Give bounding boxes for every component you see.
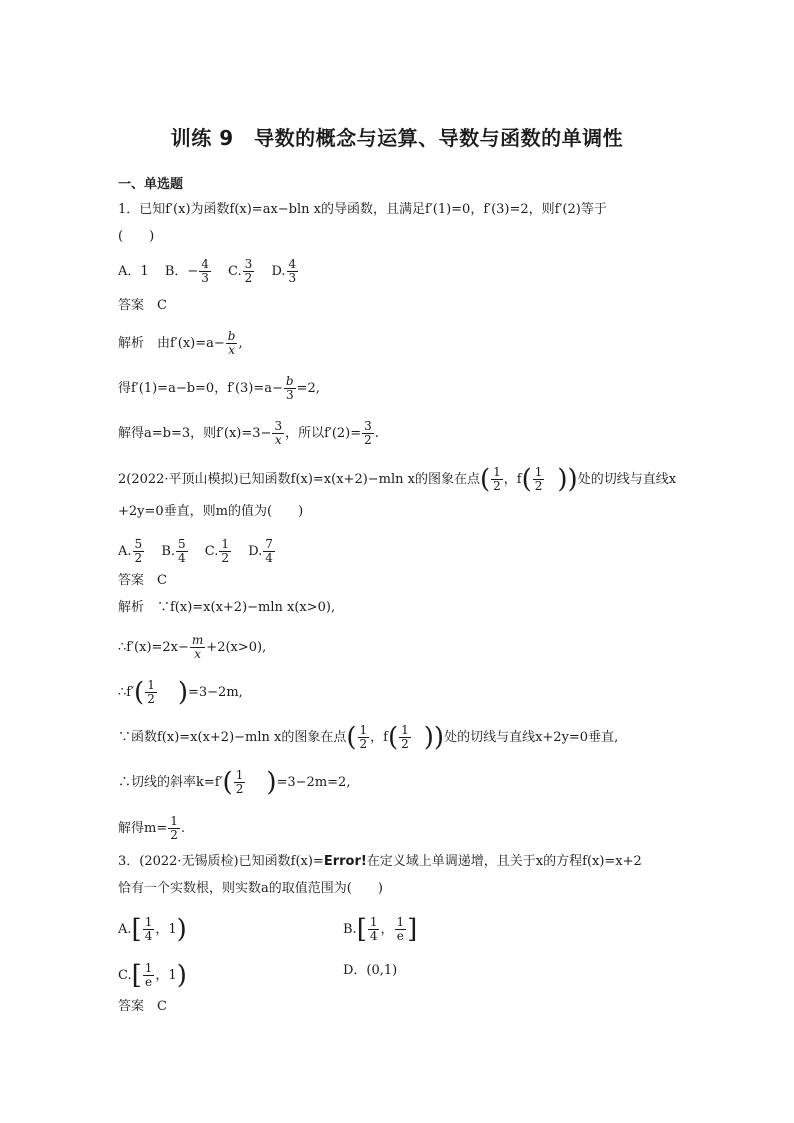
page-title: 训练 9 导数的概念与运算、导数与函数的单调性 xyxy=(170,126,624,150)
q3-answer: 答案 C xyxy=(118,999,167,1014)
q2-answer: 答案 C xyxy=(118,573,167,588)
q2-stem: 2(2022·平顶山模拟)已知函数f(x)=x(x+2)−mln x的图象在点( $\frac{1}{2}$ ，f( $\frac{1}{2}$ ))处的切线与直线x xyxy=(118,464,677,495)
q3-option-b: B.[ $\frac{1}{4}$ ， $\frac{1}{e}$ ] xyxy=(343,914,418,945)
q1-options: A．1 B．− $\frac{4}{3}$ C. $\frac{3}{2}$ D. $\frac{4}{3}$ xyxy=(118,257,297,285)
q3-option-a: A.[ $\frac{1}{4}$ ，1) xyxy=(118,914,187,945)
q2-option-d-fraction: $\frac{7}{4}$ xyxy=(265,537,273,565)
q1-option-a: A．1 xyxy=(118,264,149,279)
q1-solution-line2: 得f′(1)=a−b=0，f′(3)=a− $\frac{b}{3}$ =2, xyxy=(118,374,320,402)
q1-option-b-fraction: $\frac{4}{3}$ xyxy=(201,257,209,285)
q2-solution-line2: ∴f′(x)=2x− $\frac{m}{x}$ +2(x>0), xyxy=(118,633,267,661)
q1-solution-line3: 解得a=b=3，则f′(x)=3− $\frac{3}{x}$ ，所以f′(2)= $\frac{3}{2}$ . xyxy=(118,419,379,447)
q3-option-c: C.[ $\frac{1}{e}$ ，1) xyxy=(118,960,187,991)
q2-option-b-fraction: $\frac{5}{4}$ xyxy=(178,537,186,565)
q1-stem: 1．已知f′(x)为函数f(x)=ax−bln x的导函数，且满足f′(1)=0，f′(3)=2，则f′(2)等于 xyxy=(118,202,607,217)
q1-option-c-fraction: $\frac{3}{2}$ xyxy=(244,257,253,285)
q2-option-c-fraction: $\frac{1}{2}$ xyxy=(221,537,230,565)
q3-option-d: D．(0,1) xyxy=(343,963,398,978)
q2-option-a-fraction: $\frac{5}{2}$ xyxy=(134,537,143,565)
q1-solution-line1: 解析 由f′(x)=a− $\frac{b}{x}$ , xyxy=(118,329,243,357)
q2-solution-line4: ∵函数f(x)=x(x+2)−mln x的图象在点( $\frac{1}{2}$ ，f( $\frac{1}{2}$ ))处的切线与直线x+2y=0垂直, xyxy=(118,722,619,753)
q3-error-text: Error! xyxy=(323,854,367,869)
q1-answer: 答案 C xyxy=(118,298,167,313)
q2-options: A. $\frac{5}{2}$ B. $\frac{5}{4}$ C. $\frac{1}{2}$ D. $\frac{7}{4}$ xyxy=(118,537,273,565)
q2-stem-line2: +2y=0垂直，则m的值为( ) xyxy=(118,504,304,519)
q2-solution-line6: 解得m= $\frac{1}{2}$ . xyxy=(118,814,186,842)
q1-stem-paren: ( ) xyxy=(118,229,155,244)
q3-stem: 3．(2022·无锡质检)已知函数f(x)=Error!在定义域上单调递增，且关于x的方程f(x)=x+2 xyxy=(118,854,642,869)
q2-solution-line5: ∴切线的斜率k=f′( $\frac{1}{2}$ )=3−2m=2, xyxy=(118,767,351,798)
q2-solution-line1: 解析 ∵f(x)=x(x+2)−mln x(x>0), xyxy=(118,600,336,615)
section-heading: 一、单选题 xyxy=(118,177,184,192)
q3-stem-line2: 恰有一个实数根，则实数a的取值范围为( ) xyxy=(118,881,383,896)
q2-solution-line3: ∴f′( $\frac{1}{2}$ )=3−2m, xyxy=(118,677,243,708)
q1-option-d-fraction: $\frac{4}{3}$ xyxy=(288,257,297,285)
